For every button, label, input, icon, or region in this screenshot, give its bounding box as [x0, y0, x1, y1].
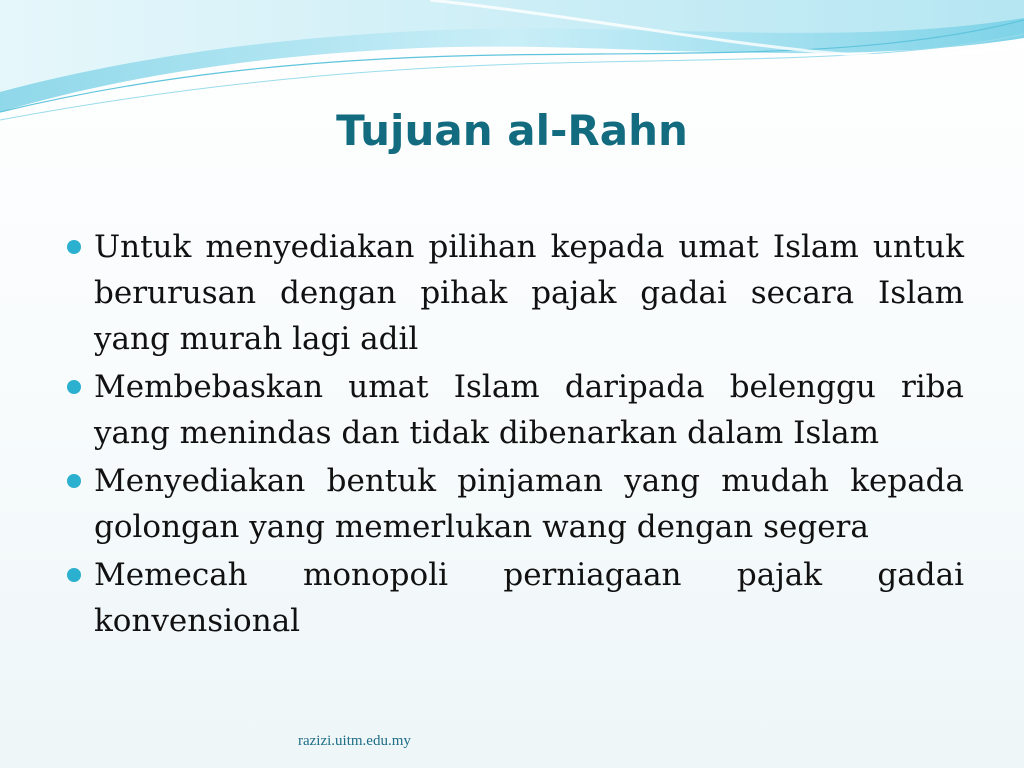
bullet-text: Untuk menyediakan pilihan kepada umat Islam untuk berurusan dengan pihak pajak gadai secara Islam yang murah lagi adil: [94, 229, 964, 357]
bullet-dot-icon: [67, 474, 81, 488]
bullet-item: [64, 364, 964, 456]
bullet-dot-icon: [67, 380, 81, 394]
bullet-text: Memecah monopoli perniagaan pajak gadai konvensional: [94, 557, 964, 639]
bullet-text: Membebaskan umat Islam daripada belenggu riba yang menindas dan tidak dibenarkan dalam Islam: [94, 369, 964, 451]
slide-title: Tujuan al-Rahn: [336, 106, 688, 155]
bullet-dot-icon: [67, 568, 81, 582]
bullet-item: [64, 224, 964, 362]
bullet-list: [64, 224, 964, 646]
bullet-item: [64, 552, 964, 644]
bullet-text: Menyediakan bentuk pinjaman yang mudah kepada golongan yang memerlukan wang dengan segera: [94, 463, 964, 545]
footer-url: razizi.uitm.edu.my: [298, 733, 411, 749]
bullet-item: [64, 458, 964, 550]
bullet-dot-icon: [67, 240, 81, 254]
